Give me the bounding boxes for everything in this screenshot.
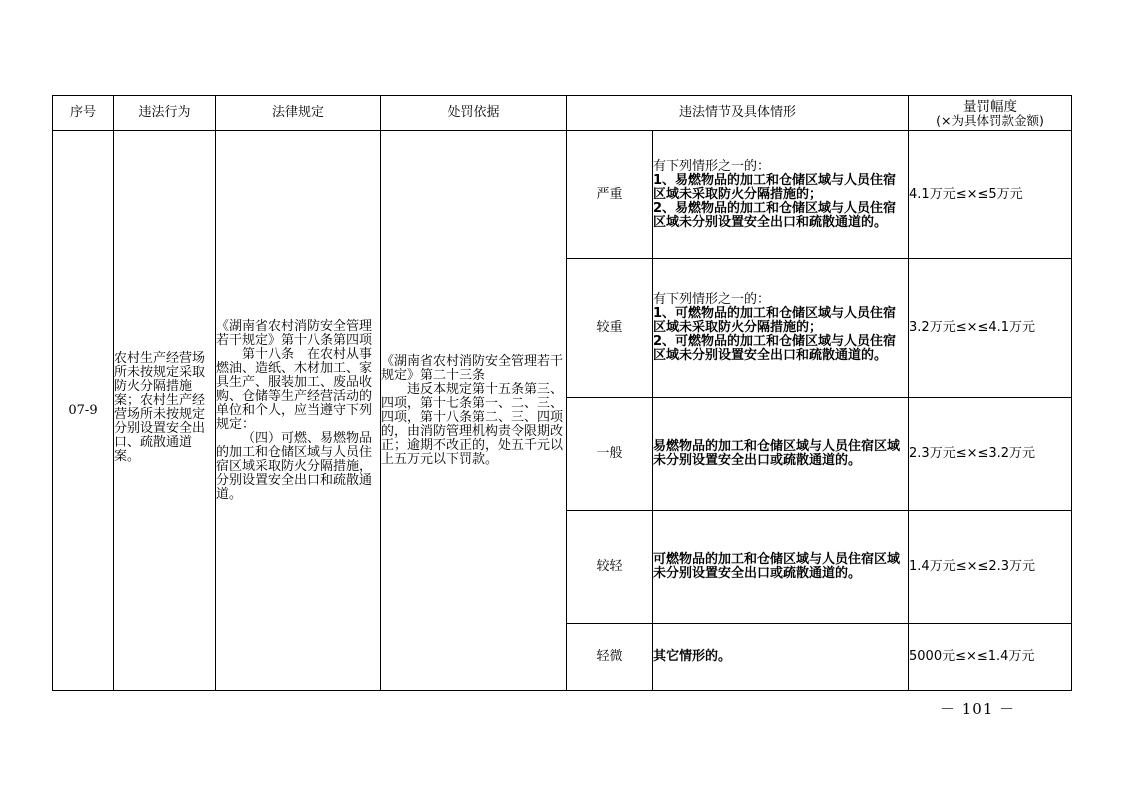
header-law: 法律规定 (216, 96, 381, 131)
level-minor: 较轻 (567, 511, 653, 624)
penalty-table (52, 95, 1072, 691)
amount-severe: 4.1万元≤×≤5万元 (909, 131, 1072, 259)
level-slight: 轻微 (567, 624, 653, 691)
desc-slight-text: 其它情形的。 (653, 649, 732, 664)
header-basis: 处罚依据 (381, 96, 567, 131)
basis-title: 《湖南省农村消防安全管理若干规定》第二十三条 (381, 353, 564, 383)
amount-serious: 3.2万元≤×≤4.1万元 (909, 259, 1072, 398)
law-title: 《湖南省农村消防安全管理若干规定》第十八条第四项 (216, 318, 373, 348)
desc-severe-intro: 有下列情形之一的： (653, 158, 771, 174)
header-circumstance: 违法情节及具体情形 (567, 96, 909, 131)
behavior-text: 农村生产经营场所未按规定采取防火分隔措施案；农村生产经营场所未按规定分别设置安全出口、疏散通道案。 (114, 350, 206, 464)
header-seq: 序号 (53, 96, 114, 131)
header-row (53, 96, 1072, 131)
desc-slight (653, 624, 909, 691)
law-item: （四）可燃、易燃物品的加工和仓储区域与人员住宿区域采取防火分隔措施，分别设置安全出口和疏散通道。 (216, 430, 373, 502)
law-body: 第十八条 在农村从事燃油、造纸、木材加工、家具生产、服装加工、废品收购、仓储等生产经营活动的单位和个人，应当遵守下列规定： (216, 346, 373, 432)
level-serious: 较重 (567, 259, 653, 398)
desc-general-text: 易燃物品的加工和仓储区域与人员住宿区域未分别设置安全出口或疏散通道的。 (653, 439, 901, 468)
page-number: － 101 － (940, 700, 1016, 718)
desc-serious-item-1: 1、可燃物品的加工和仓储区域与人员住宿区域未采取防火分隔措施的； (653, 306, 897, 335)
record-seq: 07-9 (53, 131, 114, 691)
desc-general (653, 398, 909, 511)
amount-slight: 5000元≤×≤1.4万元 (909, 624, 1072, 691)
record-basis (381, 131, 567, 691)
desc-severe (653, 131, 909, 259)
desc-severe-item-1: 1、易燃物品的加工和仓储区域与人员住宿区域未采取防火分隔措施的； (653, 172, 897, 202)
header-range (909, 96, 1072, 131)
header-range-title: 量罚幅度 (963, 98, 1018, 115)
desc-serious-intro: 有下列情形之一的： (653, 292, 771, 307)
header-range-sub: (×为具体罚款金额) (936, 112, 1044, 128)
level-general: 一般 (567, 398, 653, 511)
desc-minor-text: 可燃物品的加工和仓储区域与人员住宿区域未分别设置安全出口或疏散通道的。 (653, 552, 901, 581)
amount-general: 2.3万元≤×≤3.2万元 (909, 398, 1072, 511)
basis-body: 违反本规定第十五条第三、四项，第十七条第一、二、三、四项，第十八条第二、三、四项的，由消防管理机构责令限期改正；逾期不改正的，处五千元以上五万元以下罚款。 (381, 381, 564, 467)
amount-minor: 1.4万元≤×≤2.3万元 (909, 511, 1072, 624)
table-row (53, 131, 1072, 259)
level-severe: 严重 (567, 131, 653, 259)
desc-minor (653, 511, 909, 624)
desc-serious (653, 259, 909, 398)
desc-serious-item-2: 2、可燃物品的加工和仓储区域与人员住宿区域未分别设置安全出口和疏散通道的。 (653, 334, 897, 363)
record-behavior (114, 131, 216, 691)
record-law (216, 131, 381, 691)
desc-severe-item-2: 2、易燃物品的加工和仓储区域与人员住宿区域未分别设置安全出口和疏散通道的。 (653, 200, 897, 230)
header-behavior: 违法行为 (114, 96, 216, 131)
